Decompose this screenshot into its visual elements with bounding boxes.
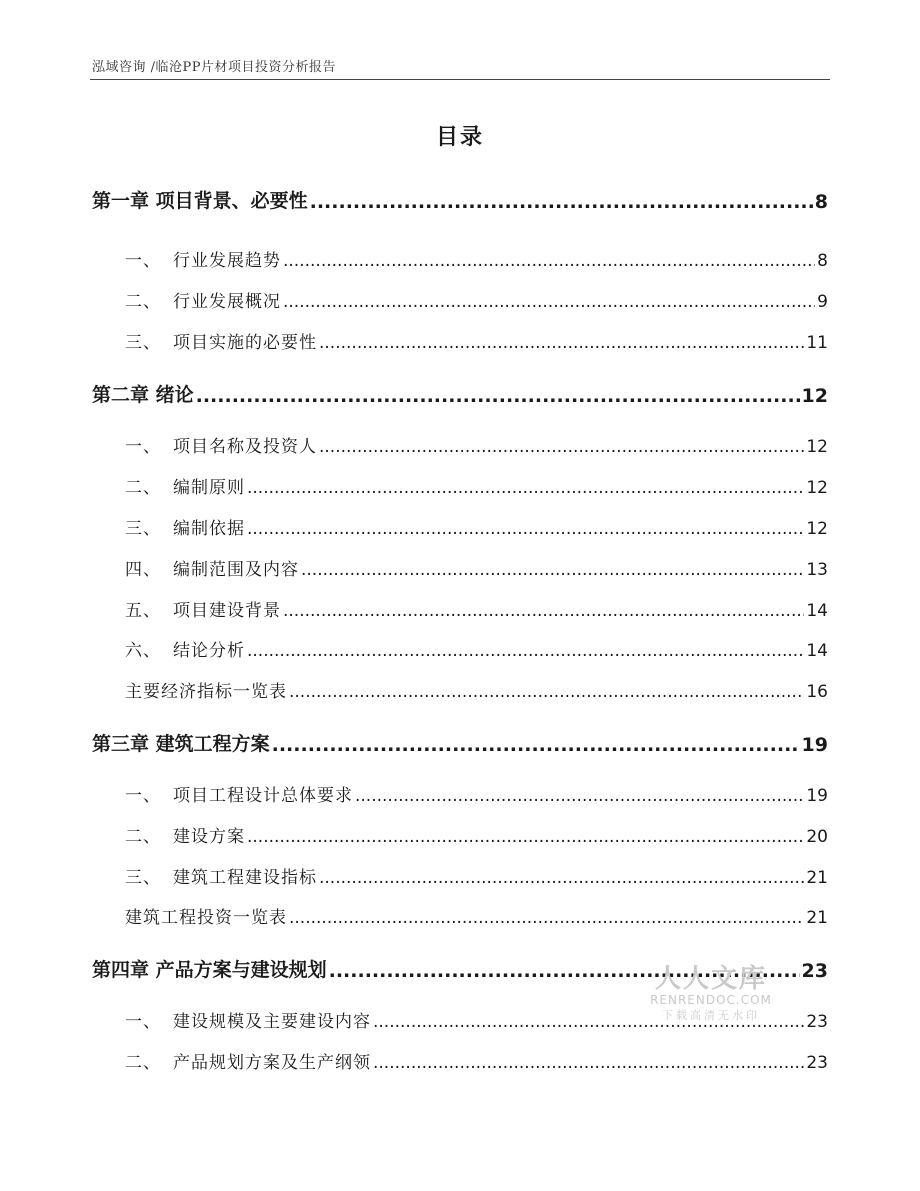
toc-section-entry[interactable]: [0, 432, 920, 457]
toc-dot-leader: [283, 292, 815, 312]
toc-entry-text: 建筑工程投资一览表: [125, 908, 287, 928]
toc-entry-number: 二、: [125, 827, 161, 847]
toc-page-number: 13: [806, 560, 828, 580]
toc-entry-text: 编制依据: [173, 519, 245, 539]
toc-entry-text: 项目建设背景: [173, 601, 281, 621]
toc-page-number: 19: [801, 734, 828, 756]
toc-chapter-entry[interactable]: [0, 955, 920, 982]
toc-page-number: 9: [817, 292, 828, 312]
toc-dot-leader: [247, 641, 804, 661]
toc-entry-text: 主要经济指标一览表: [125, 682, 287, 702]
toc-entry-number: 一、: [125, 786, 161, 806]
toc-entry-label: [0, 729, 270, 756]
toc-entry-number: 四、: [125, 560, 161, 580]
toc-section-entry[interactable]: [0, 246, 920, 271]
toc-section-entry[interactable]: [0, 473, 920, 498]
toc-entry-label: [0, 1007, 371, 1032]
toc-entry-label: [0, 246, 281, 271]
toc-page-number: 11: [806, 333, 828, 353]
toc-entry-number: 三、: [125, 519, 161, 539]
toc-chapter-entry[interactable]: [0, 380, 920, 407]
toc-dot-leader: [289, 908, 804, 928]
toc-page-number: 16: [806, 682, 828, 702]
toc-dot-leader: [319, 333, 804, 353]
toc-entry-text: 建筑工程建设指标: [173, 868, 317, 888]
toc-section-entry[interactable]: [0, 822, 920, 847]
toc-dot-leader: [247, 478, 804, 498]
toc-entry-label: [0, 863, 317, 888]
toc-section-entry[interactable]: [0, 555, 920, 580]
toc-entry-label: [0, 186, 308, 213]
toc-entry-number: 一、: [125, 1012, 161, 1032]
toc-entry-text: 第三章 建筑工程方案: [92, 733, 270, 755]
toc-title: 目录: [435, 125, 484, 150]
toc-page-number: 12: [806, 437, 828, 457]
toc-page-number: 8: [817, 251, 828, 271]
toc-section-entry[interactable]: [0, 287, 920, 312]
toc-page-number: 14: [806, 601, 828, 621]
toc-dot-leader: [289, 682, 804, 702]
watermark-subtitle: 下载高清无水印: [662, 1009, 760, 1022]
toc-page-number: 23: [806, 1012, 828, 1032]
toc-entry-label: [0, 596, 281, 621]
toc-entry-label: [0, 380, 194, 407]
watermark-logo: [646, 958, 776, 1023]
toc-section-entry[interactable]: [0, 903, 920, 928]
toc-dot-leader: [272, 734, 800, 756]
toc-entry-number: 三、: [125, 868, 161, 888]
toc-entry-number: 三、: [125, 333, 161, 353]
toc-entry-text: 第四章 产品方案与建设规划: [92, 959, 327, 981]
toc-section-entry[interactable]: [0, 781, 920, 806]
toc-dot-leader: [373, 1053, 804, 1073]
running-header: 泓域咨询 /临沧PP片材项目投资分析报告: [92, 60, 337, 75]
toc-section-entry[interactable]: [0, 863, 920, 888]
toc-entry-label: [0, 432, 317, 457]
toc-entry-text: 建设规模及主要建设内容: [173, 1012, 371, 1032]
toc-page-number: 12: [806, 478, 828, 498]
toc-entry-label: [0, 955, 327, 982]
watermark-url-text: RENRENDOC.COM: [650, 993, 772, 1007]
toc-section-entry[interactable]: [0, 636, 920, 661]
toc-page-number: 20: [806, 827, 828, 847]
toc-entry-text: 项目实施的必要性: [173, 333, 317, 353]
toc-page-number: 14: [806, 641, 828, 661]
toc-entry-number: 六、: [125, 641, 161, 661]
toc-entry-number: 一、: [125, 437, 161, 457]
toc-entry-text: 结论分析: [173, 641, 245, 661]
toc-entry-label: [0, 555, 299, 580]
toc-page-number: 12: [801, 385, 828, 407]
toc-entry-text: 建设方案: [173, 827, 245, 847]
toc-entry-number: 五、: [125, 601, 161, 621]
toc-entry-text: 项目工程设计总体要求: [173, 786, 353, 806]
toc-section-entry[interactable]: [0, 1048, 920, 1073]
toc-entry-label: [0, 636, 245, 661]
toc-section-entry[interactable]: [0, 1007, 920, 1032]
toc-entry-label: [0, 781, 353, 806]
toc-entry-number: 二、: [125, 478, 161, 498]
toc-entry-label: [0, 514, 245, 539]
toc-entry-label: [0, 328, 317, 353]
toc-section-entry[interactable]: [0, 328, 920, 353]
toc-entry-label: [0, 1048, 371, 1073]
toc-entry-number: 二、: [125, 292, 161, 312]
toc-entry-label: [0, 677, 287, 702]
toc-entry-label: [0, 287, 281, 312]
toc-entry-text: 行业发展概况: [173, 292, 281, 312]
toc-dot-leader: [283, 251, 815, 271]
toc-chapter-entry[interactable]: [0, 186, 920, 213]
toc-page-number: 21: [806, 908, 828, 928]
toc-dot-leader: [247, 827, 804, 847]
toc-entry-label: [0, 822, 245, 847]
toc-entry-number: 二、: [125, 1053, 161, 1073]
toc-page-number: 21: [806, 868, 828, 888]
toc-entry-number: 一、: [125, 251, 161, 271]
toc-section-entry[interactable]: [0, 677, 920, 702]
watermark-main-text: 人人文库: [654, 964, 767, 994]
toc-dot-leader: [355, 786, 804, 806]
toc-dot-leader: [319, 868, 804, 888]
toc-page-number: 12: [806, 519, 828, 539]
toc-page-number: 23: [801, 960, 828, 982]
toc-entry-text: 项目名称及投资人: [173, 437, 317, 457]
toc-section-entry[interactable]: [0, 596, 920, 621]
toc-section-entry[interactable]: [0, 514, 920, 539]
toc-entry-text: 编制范围及内容: [173, 560, 299, 580]
toc-page-number: 8: [814, 191, 828, 213]
toc-page-number: 19: [806, 786, 828, 806]
toc-page-number: 23: [806, 1053, 828, 1073]
toc-entry-text: 第一章 项目背景、必要性: [92, 190, 308, 212]
toc-dot-leader: [283, 601, 804, 621]
toc-dot-leader: [301, 560, 804, 580]
toc-dot-leader: [196, 385, 800, 407]
toc-chapter-entry[interactable]: [0, 729, 920, 756]
toc-entry-text: 产品规划方案及生产纲领: [173, 1053, 371, 1073]
toc-entry-text: 编制原则: [173, 478, 245, 498]
toc-entry-text: 行业发展趋势: [173, 251, 281, 271]
header-divider: [90, 79, 830, 80]
toc-dot-leader: [319, 437, 804, 457]
toc-entry-label: [0, 473, 245, 498]
toc-entry-text: 第二章 绪论: [92, 384, 194, 406]
toc-entry-label: [0, 903, 287, 928]
toc-dot-leader: [310, 191, 813, 213]
toc-dot-leader: [247, 519, 804, 539]
